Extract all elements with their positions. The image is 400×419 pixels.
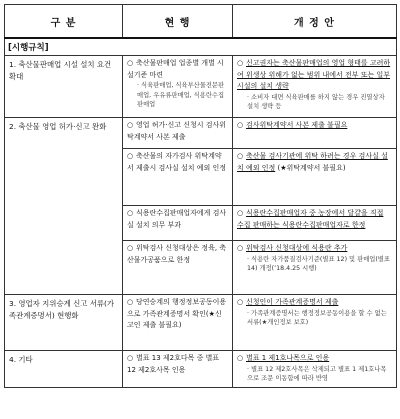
revised-cell: ○ 위탁검사 신청대상에 식용란 추가 · 식용란 자가품질검사기준(별표 12) 및 판매업(별표 14) 개정(’18.4.25 시행) (233, 241, 397, 295)
current-cell: ○ 축산물의 자가검사 위탁계약서 제출시 검사실 설치 예외 인정 (123, 149, 233, 206)
current-main: 축산물판매업 업종별 개별 시설기준 마련 (127, 59, 224, 79)
bullet-icon: ○ (127, 209, 134, 217)
revised-cell: ○ 축산물 검사기관에 위탁 하려는 경우 검사실 설치 예외 인정 (★위탁계약서 불필요) (233, 149, 397, 206)
current-cell: ○ 별표 13 제2호다목 중 별표 12 제2호사목 인용 (123, 351, 233, 388)
bullet-icon: ○ (237, 244, 244, 252)
revised-main: 신고권자는 축산물판매업의 영업 형태를 고려하여 위생상 위해가 없는 범위 내에서 전부 또는 일부 시설의 설치 생략 (237, 59, 391, 90)
bullet-icon: ○ (237, 152, 244, 160)
header-category: 구 분 (5, 5, 123, 39)
bullet-icon: ○ (127, 244, 134, 252)
item-label: 2. 축산물 영업 허가·신고 완화 (5, 118, 123, 295)
bullet-icon: ○ (127, 152, 134, 160)
comparison-table (4, 4, 397, 388)
current-cell: ○ 식용란수집판매업자에게 검사실 설치 의무 부과 (123, 206, 233, 241)
revised-sub: · 별표 12 제2호사목은 삭제되고 별표 1 제1호나목으로 조문 이동함에 따라 반영 (247, 365, 387, 382)
bullet-icon: ○ (237, 209, 244, 217)
bullet-icon: ○ (237, 354, 244, 362)
revised-cell: ○ 식용란수집판매업자 중 농장에서 달걀을 직접 수집 판매하는 식용란수집판매업자로 한정 (233, 206, 397, 241)
bullet-icon: ○ (127, 121, 134, 129)
revised-cell: ○ 신청인이 가족관계증명서 제출 · 가족관계증명서는 행정정보공동이용을 할 수 없는 서류(★개인정보 보호) (233, 295, 397, 351)
table-row (5, 56, 397, 118)
header-current: 현 행 (123, 5, 233, 39)
section-title: [시행규칙] (5, 38, 397, 56)
table-row (5, 118, 397, 149)
current-cell: ○ 당연승계의 행정정보공동이용으로 가족관계증명서 확인(★신고인 제출 불필요) (123, 295, 233, 351)
current-cell (123, 56, 233, 118)
bullet-icon: ○ (127, 354, 134, 362)
current-cell: ○ 위탁검사 신청대상은 정육, 축산물가공품으로 한정 (123, 241, 233, 295)
bullet-icon: ○ (127, 59, 134, 67)
current-cell: ○ 영업 허가·신고 신청시 검사위탁계약서 사본 제출 (123, 118, 233, 149)
current-sub: · 식육판매업, 식육부산물전문판매업, 우유류판매업, 식용란수집판매업 (137, 82, 225, 108)
bullet-icon: ○ (237, 59, 244, 67)
revised-cell: ○ 별표 1 제1호나목으로 인용 · 별표 12 제2호사목은 삭제되고 별표 1 제1호나목으로 조문 이동함에 따라 반영 (233, 351, 397, 388)
revised-sub: · 소비자 대면 식육판매를 하지 않는 경우 진열상자 설치 생략 등 (247, 93, 385, 110)
item-label: 1. 축산물판매업 시설 설치 요건 확대 (5, 56, 123, 118)
revised-cell (233, 56, 397, 118)
header-revised: 개 정 안 (233, 5, 397, 39)
item-label: 3. 영업자 지위승계 신고 서류(가족관계증명서) 현행화 (5, 295, 123, 351)
item-label: 4. 기타 (5, 351, 123, 388)
table-row (5, 351, 397, 388)
bullet-icon: ○ (237, 121, 244, 129)
bullet-icon: ○ (127, 298, 134, 306)
table-row (5, 295, 397, 351)
revised-sub: · 식용란 자가품질검사기준(별표 12) 및 판매업(별표 14) 개정(’18.4.25 시행) (247, 255, 390, 272)
bullet-icon: ○ (237, 298, 244, 306)
revised-sub: · 가족관계증명서는 행정정보공동이용을 할 수 없는 서류(★개인정보 보호) (247, 309, 387, 326)
revised-cell: ○ 검사위탁계약서 사본 제출 불필요 (233, 118, 397, 149)
